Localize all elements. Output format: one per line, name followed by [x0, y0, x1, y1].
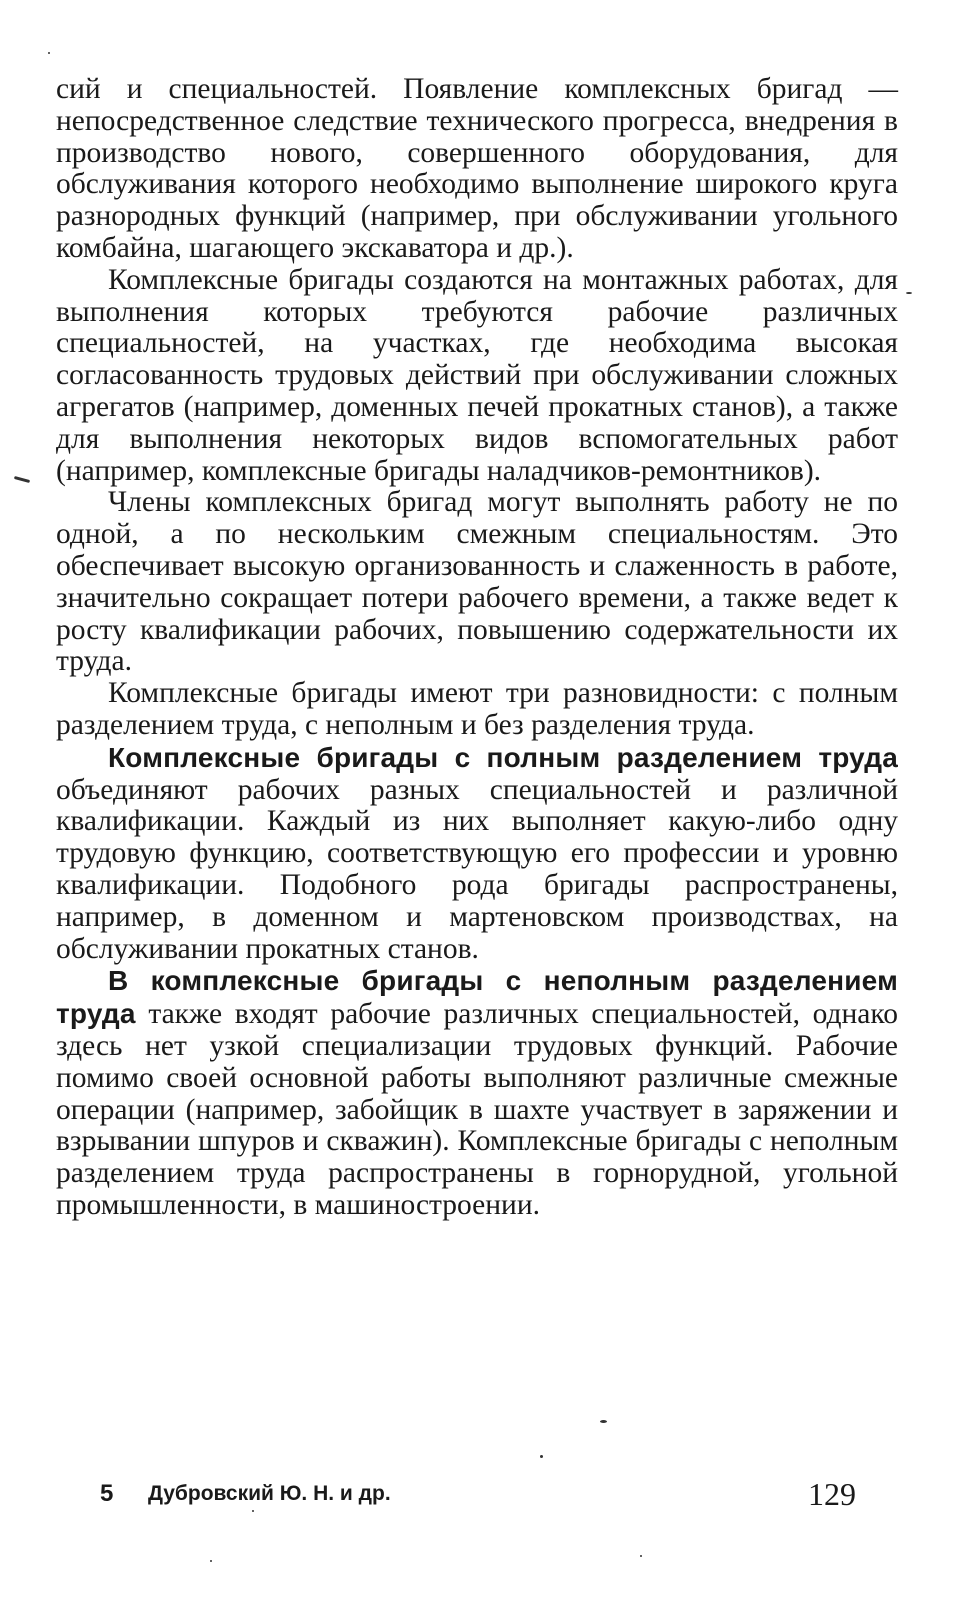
- scan-speck: [600, 1420, 607, 1423]
- paragraph-1: сий и специальностей. Появление комплексных бригад — непосредственное следствие технического прогресса, внедрения в производство нового, совершенного оборудования, для обслуживания которого необходимо выполнение широкого круга разнородных функций (например, при обслуживании угольного комбайна, шагающего экскаватора и др.).: [56, 73, 898, 264]
- scan-speck: [640, 1555, 642, 1557]
- scan-speck: [14, 476, 30, 483]
- page-number: 129: [808, 1476, 856, 1512]
- paragraph-4: Комплексные бригады имеют три разновидности: с полным разделением труда, с неполным и без разделения труда.: [56, 677, 898, 741]
- paragraph-6-bold-lead: В комплексные бригады с неполным разделением труда: [56, 965, 898, 1030]
- footer-author: Дубровский Ю. Н. и др.: [148, 1482, 391, 1505]
- paragraph-3: Члены комплексных бригад могут выполнять работу не по одной, а по нескольким смежным специальностям. Это обеспечивает высокую организованность и слаженность в работе, значительно сокращает потери рабочего времени, а также ведет к росту квалификации рабочих, повышению содержательности их труда.: [56, 486, 898, 678]
- signature-mark: 5: [100, 1480, 114, 1507]
- scan-speck: [540, 1455, 543, 1458]
- paragraph-5: [56, 742, 898, 966]
- scan-speck: [48, 52, 50, 54]
- page-body: [56, 74, 898, 1222]
- scan-speck: [252, 1510, 254, 1512]
- scan-speck: [210, 1560, 212, 1562]
- paragraph-6-text: также входят рабочие различных специальностей, однако здесь нет узкой специализации трудовых функций. Рабочие помимо своей основной работы выполняют различные смежные операции (например, забойщик в шахте участвует в заряжении и взрывании шпуров и скважин). Комплексные бригады с неполным разделением труда распространены в горнорудной, угольной промышленности, в машиностроении.: [56, 998, 898, 1221]
- scan-speck: [906, 292, 912, 294]
- paragraph-5-text: объединяют рабочих разных специальностей и различной квалификации. Каждый из них выполняет какую-либо одну трудовую функцию, соответствующую его профессии и уровню квалификации. Подобного рода бригады распространены, например, в доменном и мартеновском производствах, на обслуживании прокатных станов.: [56, 773, 898, 965]
- paragraph-2: Комплексные бригады создаются на монтажных работах, для выполнения которых требуются рабочие различных специальностей, на участках, где необходима высокая согласованность трудовых действий при обслуживании сложных агрегатов (например, доменных печей прокатных станов), а также для выполнения некоторых видов вспомогательных работ (например, комплексные бригады наладчиков-ремонтников).: [56, 263, 898, 487]
- paragraph-5-bold-lead: Комплексные бригады с полным разделением труда: [108, 741, 898, 773]
- page-footer: [100, 1476, 856, 1520]
- paragraph-6: [56, 965, 898, 1221]
